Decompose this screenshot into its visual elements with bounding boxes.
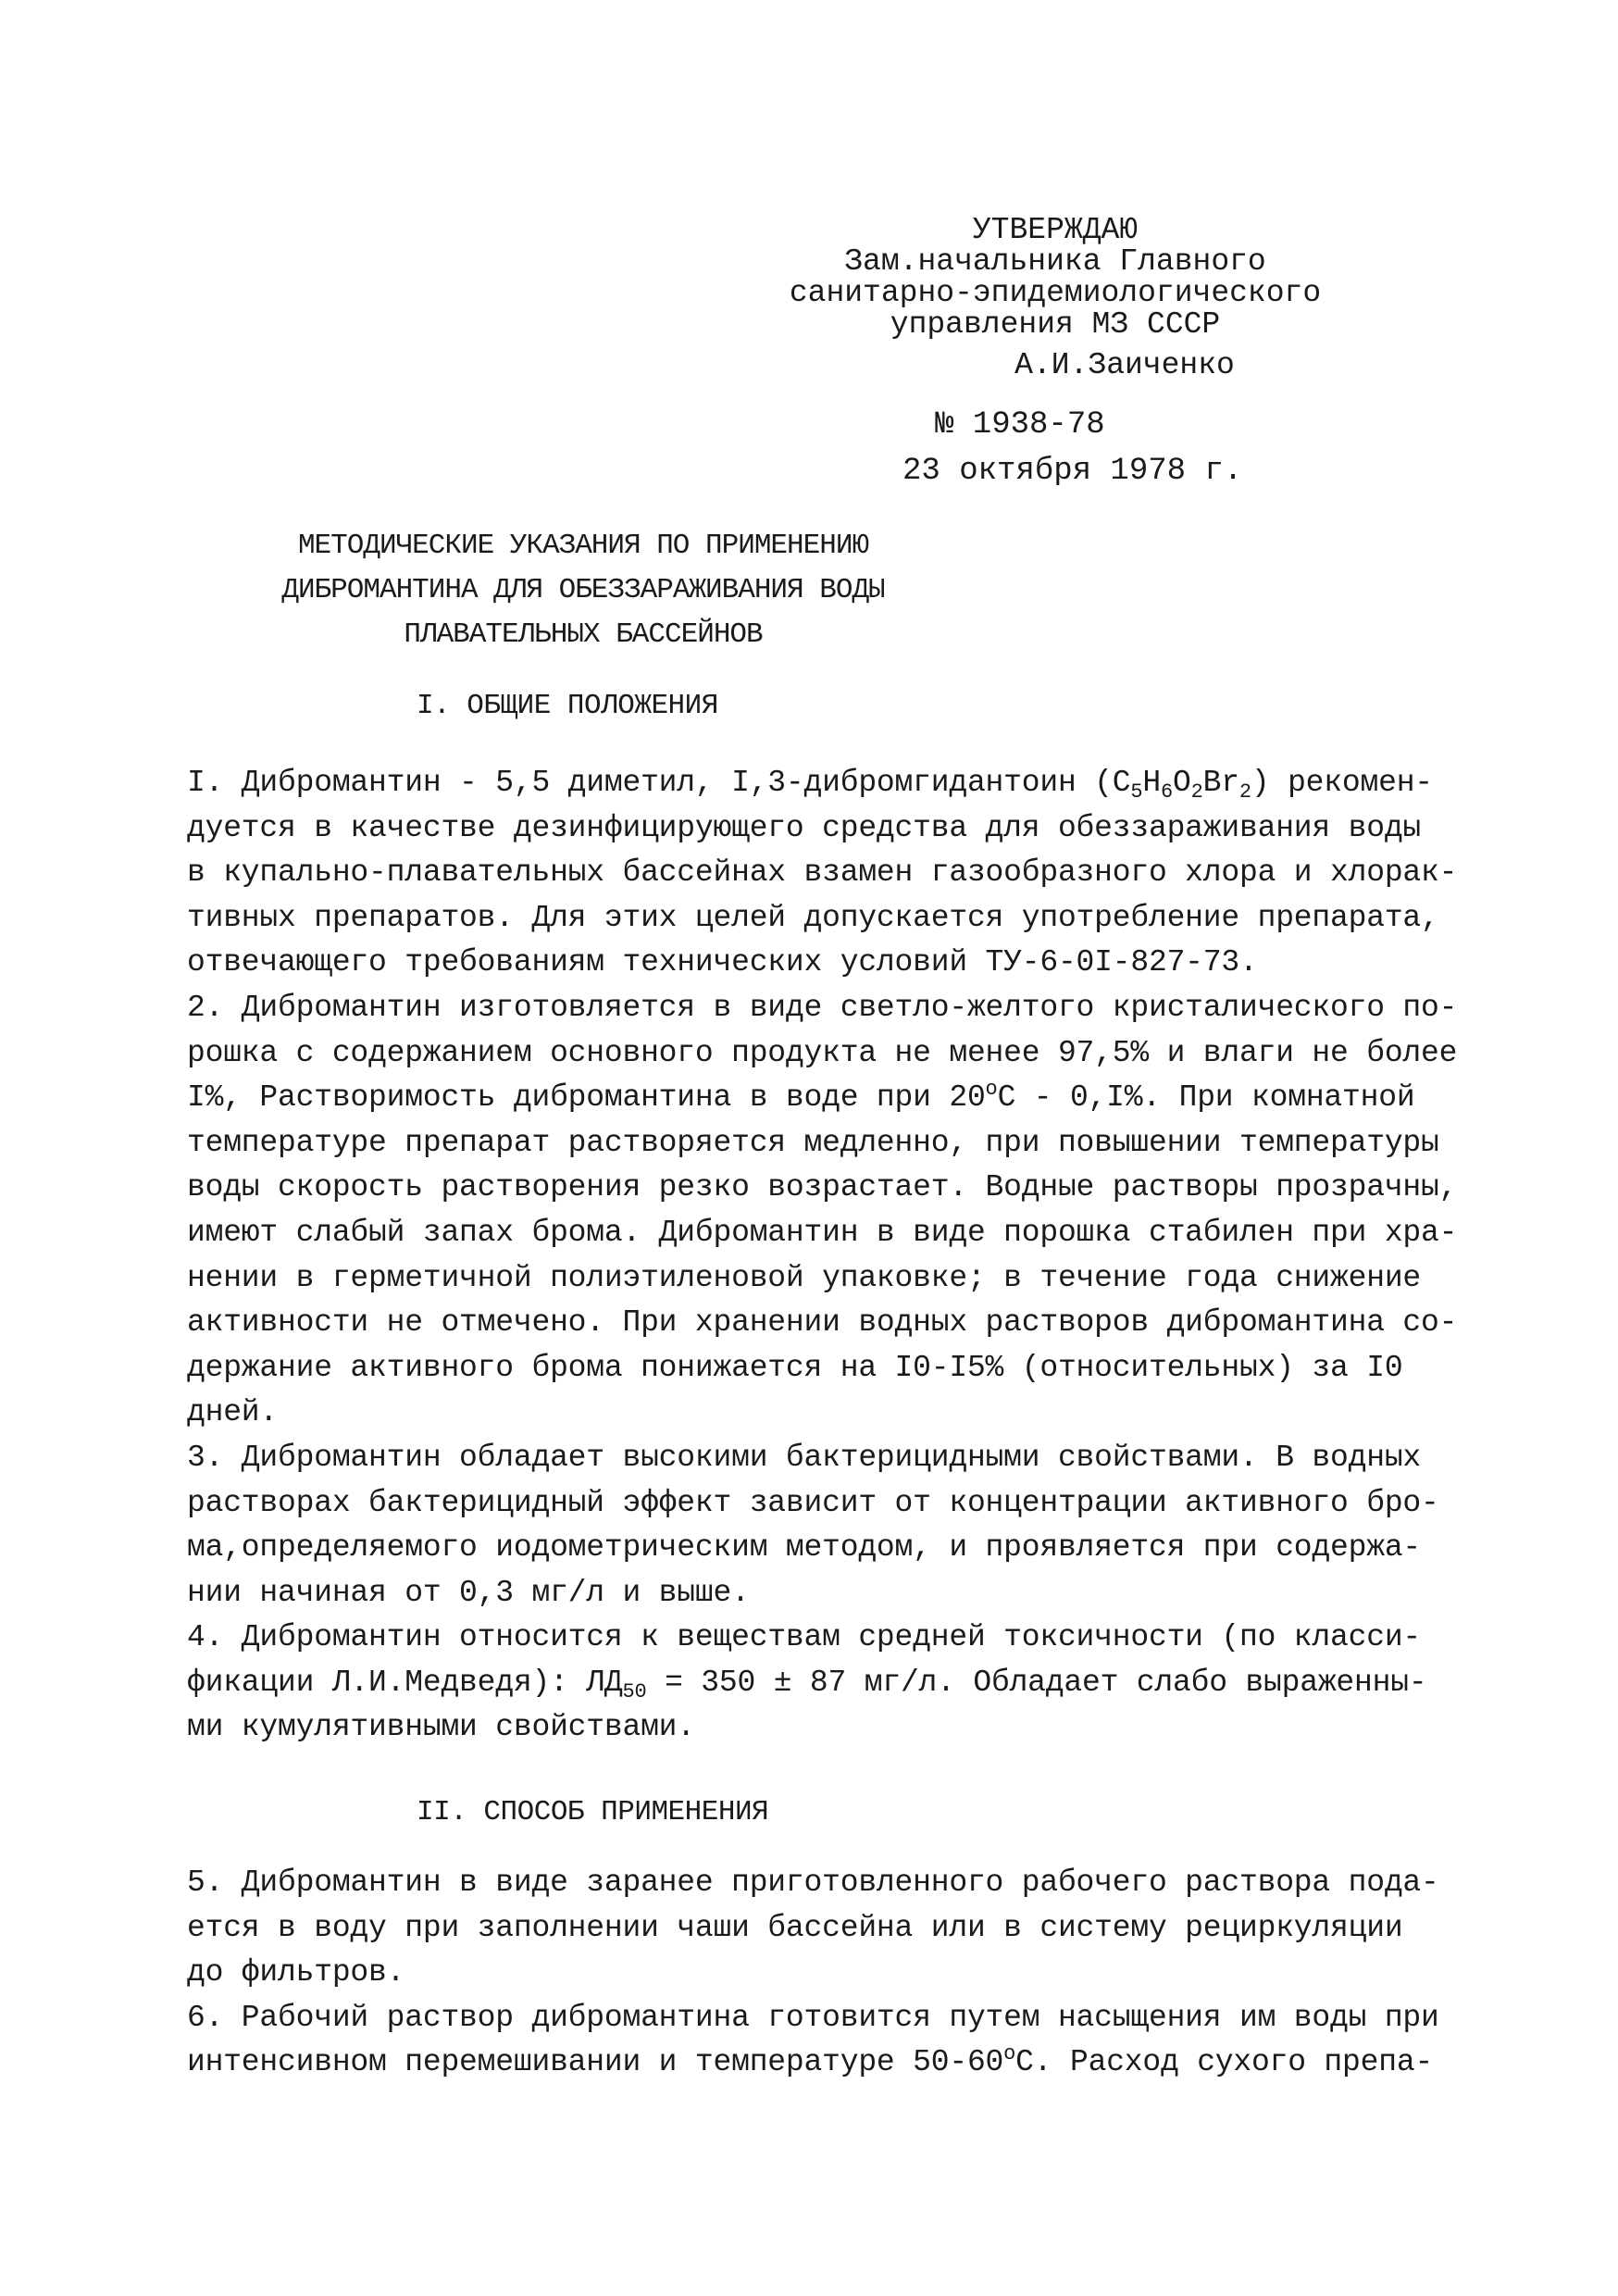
approval-position-line3: управления МЗ СССР bbox=[890, 307, 1221, 342]
para-3-line-4: нии начиная от 0,3 мг/л и выше. bbox=[187, 1575, 750, 1610]
subscript: 50 bbox=[622, 1679, 647, 1703]
section-heading-general: I. ОБЩИЕ ПОЛОЖЕНИЯ bbox=[417, 690, 718, 722]
para-4-line-2 bbox=[187, 1661, 1446, 1706]
para-2-line-5: воды скорость растворения резко возрастает. Водные растворы прозрачны, bbox=[187, 1170, 1458, 1205]
title-line-1: МЕТОДИЧЕСКИЕ УКАЗАНИЯ ПО ПРИМЕНЕНИЮ bbox=[297, 530, 869, 562]
para-1-line-4: тивных препаратов. Для этих целей допускается употребление препарата, bbox=[187, 900, 1439, 935]
para-4-line-1: 4. Дибромантин относится к веществам средней токсичности (по класси- bbox=[187, 1620, 1422, 1655]
text-run: фикации Л.И.Медведя): ЛД bbox=[187, 1665, 623, 1700]
para-1-line-2: дуется в качестве дезинфицирующего средства для обеззараживания воды bbox=[187, 810, 1422, 845]
approval-position-line1: Зам.начальника Главного bbox=[844, 244, 1266, 279]
section-general-body bbox=[187, 761, 1458, 1751]
text-run: интенсивном перемешивании и температуре 50-60 bbox=[187, 2045, 1004, 2080]
subscript: 2 bbox=[1238, 780, 1251, 804]
text-run: I%, Растворимость дибромантина в воде при 20 bbox=[187, 1080, 986, 1116]
approval-position-line2: санитарно-эпидемиологического bbox=[789, 276, 1322, 310]
para-2-line-9: держание активного брома понижается на I0-I5% (относительных) за I0 bbox=[187, 1350, 1403, 1385]
approval-title: УТВЕРЖДАЮ bbox=[972, 213, 1139, 247]
para-3-line-1: 3. Дибромантин обладает высокими бактерицидными свойствами. В водных bbox=[187, 1440, 1422, 1475]
para-1-line-3: в купально-плавательных бассейнах взамен газообразного хлора и хлорак- bbox=[187, 855, 1458, 891]
para-5-line-1: 5. Дибромантин в виде заранее приготовленного рабочего раствора пода- bbox=[187, 1866, 1439, 1900]
subscript: 5 bbox=[1130, 780, 1143, 804]
text-run: ) рекомен- bbox=[1251, 766, 1433, 800]
para-4-line-3: ми кумулятивными свойствами. bbox=[187, 1710, 695, 1745]
subscript: 6 bbox=[1161, 780, 1174, 804]
para-5-line-2: ется в воду при заполнении чаши бассейна или в систему рециркуляции bbox=[187, 1910, 1403, 1945]
document-number: № 1938-78 bbox=[935, 407, 1105, 443]
para-2-line-4: температуре препарат растворяется медленно, при повышении температуры bbox=[187, 1125, 1439, 1160]
para-2-line-6: имеют слабый запах брома. Дибромантин в виде порошка стабилен при хра- bbox=[187, 1215, 1458, 1250]
document-date: 23 октября 1978 г. bbox=[902, 454, 1243, 489]
title-line-3: ПЛАВАТЕЛЬНЫХ БАССЕЙНОВ bbox=[404, 618, 763, 651]
approval-signer: А.И.Заиченко bbox=[1014, 348, 1235, 382]
section-heading-application: II. СПОСОБ ПРИМЕНЕНИЯ bbox=[417, 1796, 769, 1828]
para-1-line-1 bbox=[187, 761, 1446, 806]
text-run: H bbox=[1142, 766, 1161, 800]
para-6-line-2 bbox=[187, 2040, 1446, 2086]
para-1-line-5: отвечающего требованиям технических условий ТУ-6-0I-827-73. bbox=[187, 945, 1258, 980]
para-3-line-2: растворах бактерицидный эффект зависит от концентрации активного бро- bbox=[187, 1485, 1439, 1520]
text-run: Br bbox=[1202, 766, 1239, 800]
para-2-line-1: 2. Дибромантин изготовляется в виде светло-желтого кристалического по- bbox=[187, 990, 1458, 1025]
superscript: о bbox=[985, 1078, 998, 1102]
text-run: I. Дибромантин - 5,5 диметил, I,3-дибромгидантоин (C bbox=[187, 766, 1131, 800]
text-run: С. Расход сухого препа- bbox=[1015, 2045, 1434, 2080]
text-run: С - 0,I%. При комнатной bbox=[997, 1080, 1415, 1116]
text-run: O bbox=[1173, 766, 1191, 800]
para-3-line-3: ма,определяемого иодометрическим методом, и проявляется при содержа- bbox=[187, 1530, 1422, 1566]
document-title bbox=[250, 524, 916, 657]
para-6-line-1: 6. Рабочий раствор дибромантина готовится путем насыщения им воды при bbox=[187, 2000, 1439, 2035]
para-2-line-2: рошка с содержанием основного продукта не менее 97,5% и влаги не более bbox=[187, 1035, 1458, 1070]
text-run: = 350 ± 87 мг/л. Обладает слабо выраженны- bbox=[646, 1665, 1427, 1700]
para-2-line-7: нении в герметичной полиэтиленовой упаковке; в течение года снижение bbox=[187, 1260, 1422, 1295]
para-2-line-8: активности не отмечено. При хранении водных растворов дибромантина со- bbox=[187, 1305, 1458, 1341]
superscript: о bbox=[1003, 2042, 1016, 2066]
para-5-line-3: до фильтров. bbox=[187, 1955, 405, 1990]
para-2-line-10: дней. bbox=[187, 1395, 279, 1430]
para-2-line-3 bbox=[187, 1076, 1446, 1121]
approval-block bbox=[768, 215, 1342, 381]
title-line-2: ДИБРОМАНТИНА ДЛЯ ОБЕЗЗАРАЖИВАНИЯ ВОДЫ bbox=[281, 574, 885, 606]
subscript: 2 bbox=[1190, 780, 1203, 804]
section-application-body bbox=[187, 1861, 1446, 2086]
